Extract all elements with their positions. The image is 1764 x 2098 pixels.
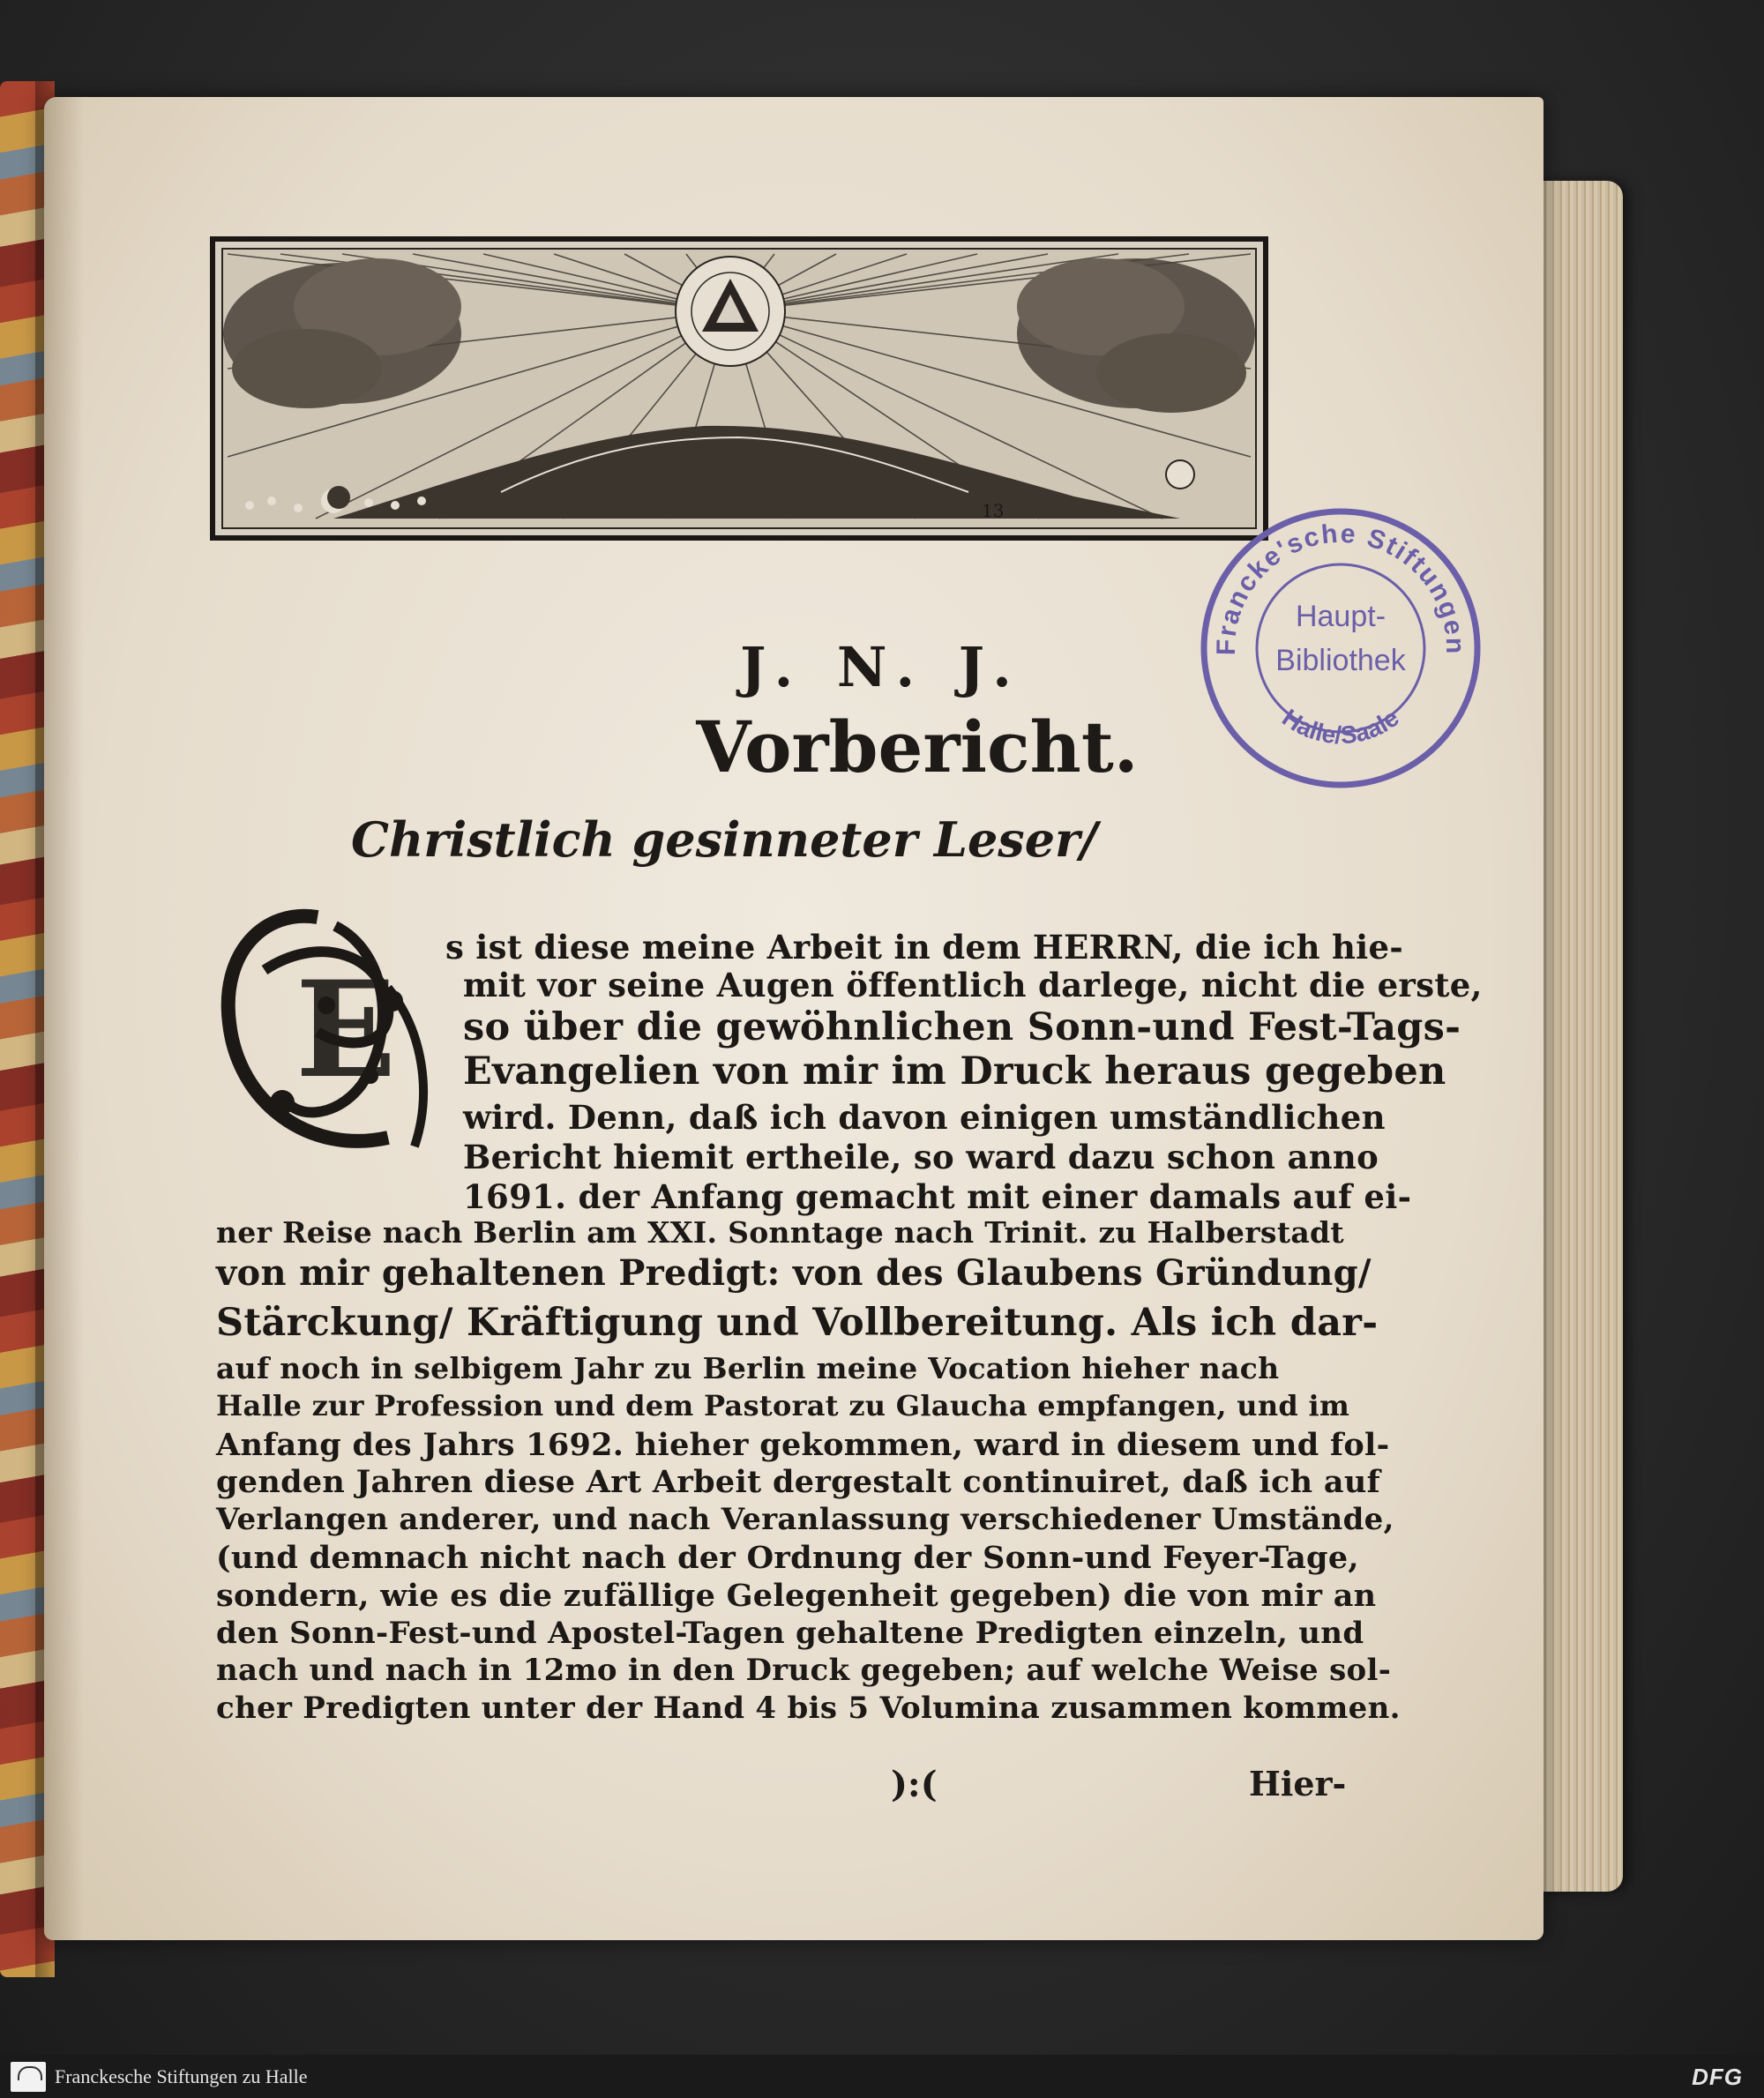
page-title: Vorbericht. <box>696 706 1139 788</box>
institution-name: Franckesche Stiftungen zu Halle <box>55 2065 308 2087</box>
institution-logo-icon <box>11 2062 46 2092</box>
body-line: (und demnach nicht nach der Ordnung der Sonn-und Feyer-Tage, <box>216 1540 1359 1576</box>
woodcut-header-illustration <box>210 236 1268 541</box>
viewer-footer <box>0 2055 1764 2098</box>
dfg-logo: DFG <box>1692 2064 1743 2090</box>
body-line: von mir gehaltenen Predigt: von des Glaubens Gründung/ <box>216 1252 1372 1294</box>
body-line: wird. Denn, daß ich davon einigen umständlichen <box>463 1098 1386 1137</box>
woodcut-number: 13 <box>982 500 1005 521</box>
body-line: mit vor seine Augen öffentlich darlege, nicht die erste, <box>463 966 1483 1004</box>
body-line: s ist diese meine Arbeit in dem HERRN, die ich hie- <box>445 928 1404 967</box>
initial-letter: E <box>295 952 397 1108</box>
page-gutter-shadow <box>44 97 84 1940</box>
stamp-center-line1: Haupt- <box>1295 600 1387 633</box>
body-line: 1691. der Anfang gemacht mit einer damals auf ei- <box>463 1177 1412 1216</box>
body-line: Stärckung/ Kräftigung und Vollbereitung. Als ich dar- <box>216 1301 1379 1345</box>
stamp-bottom-text: Halle/Saale <box>1277 703 1404 750</box>
body-line: auf noch in selbigem Jahr zu Berlin meine Vocation hieher nach <box>216 1351 1280 1385</box>
stamp-center-line2: Bibliothek <box>1275 644 1406 677</box>
header-mark: J. N. J. <box>740 635 1024 699</box>
decorative-initial <box>212 900 450 1173</box>
body-line: den Sonn-Fest-und Apostel-Tagen gehaltene Predigten einzeln, und <box>216 1616 1364 1651</box>
body-line: ner Reise nach Berlin am XXI. Sonntage nach Trinit. zu Halberstadt <box>216 1215 1344 1250</box>
body-line: Verlangen anderer, und nach Veranlassung verschiedener Umstände, <box>216 1502 1394 1537</box>
signature-mark: ):( <box>891 1764 938 1805</box>
body-line: Bericht hiemit ertheile, so ward dazu schon anno <box>463 1138 1379 1176</box>
catchword: Hier- <box>1249 1764 1347 1803</box>
body-line: sondern, wie es die zufällige Gelegenheit gegeben) die von mir an <box>216 1578 1377 1614</box>
body-line: genden Jahren diese Art Arbeit dergestalt continuiret, daß ich auf <box>216 1464 1380 1500</box>
body-line: Evangelien von mir im Druck heraus gegeben <box>463 1049 1446 1094</box>
body-line: cher Predigten unter der Hand 4 bis 5 Volumina zusammen kommen. <box>216 1691 1401 1726</box>
body-line: nach und nach in 12mo in den Druck gegeben; auf welche Weise sol- <box>216 1653 1392 1688</box>
salutation: Christlich gesinneter Leser/ <box>351 811 1098 868</box>
body-line: so über die gewöhnlichen Sonn-und Fest-Tags- <box>463 1005 1461 1049</box>
stamp-ring-text: Francke'sche Stiftungen <box>1211 519 1470 656</box>
body-line: Anfang des Jahrs 1692. hieher gekommen, ward in diesem und fol- <box>216 1427 1390 1463</box>
body-line: Halle zur Profession und dem Pastorat zu Glaucha empfangen, und im <box>216 1389 1350 1422</box>
